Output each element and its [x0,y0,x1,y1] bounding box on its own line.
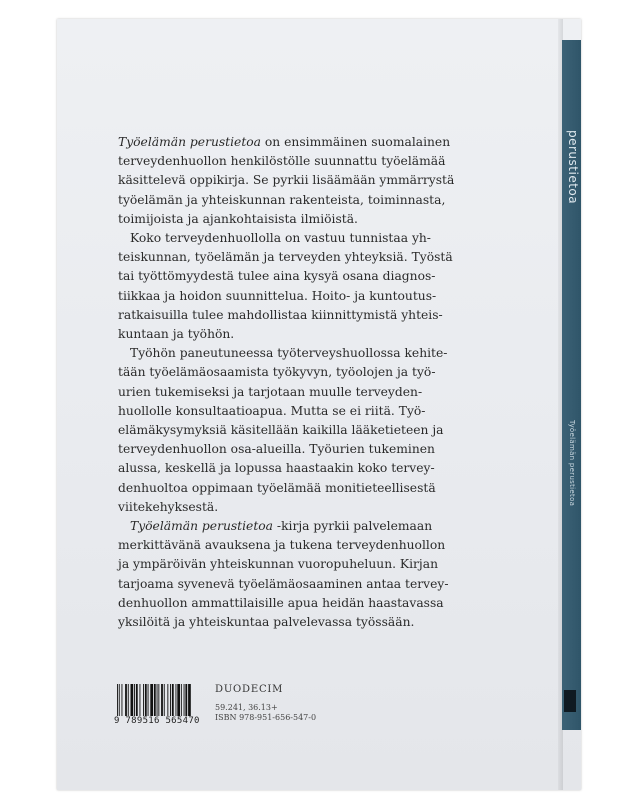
spine-subtitle: Työelämän perustietoa [568,420,576,507]
spine-title: perustietoa [566,130,580,205]
classification-code: 59.241, 36.13+ [215,703,278,712]
barcode-number: 9 789516 565470 [114,716,200,726]
publisher-name: DUODECIM [215,684,284,695]
blurb-paragraph-1: Työelämän perustietoa on ensimmäinen suomalainen terveydenhuollon henkilöstölle suunnattu työelämää käsittelevä oppikirja. Se pyrkii lisäämään ymmärrystä työelämän ja yhteiskunnan rakenteista, toiminnasta, toimijoista ja ajankohtaisista ilmiöistä. [118,135,455,226]
blurb-paragraph-3: Työhön paneutuneessa työterveyshuollossa kehite- tään työelämäosaamista työkyvyn, työolojen ja työ- urien tukemiseksi ja tarjotaan muulle terveyden- huollolle konsultaatioapua. Mutta se ei riitä. Työ- elämäkysymyksiä käsitellään kaikilla lääketieteen ja terveydenhuollon osa-alueilla. Työurien tukeminen alussa, keskellä ja lopussa haastaakin koko tervey- denhuoltoa oppimaan työelämää monitieteellisestä viitekehyksestä. [118,346,448,514]
blurb-paragraph-2: Koko terveydenhuollolla on vastuu tunnistaa yh- teiskunnan, työelämän ja terveyden yhteyksiä. Työstä tai työttömyydestä tulee aina kysyä osana diagnos- tiikkaa ja hoidon suunnittelua. Hoito- ja kuntoutus- ratkaisuilla tulee mahdollistaa kiinnittymistä yhteis- kuntaan ja työhön. [118,231,453,342]
isbn-text: ISBN 978-951-656-547-0 [215,713,317,722]
blurb-paragraph-4: Työelämän perustietoa -kirja pyrkii palvelemaan merkittävänä avauksena ja tukena terveydenhuollon ja ympäröivän yhteiskunnan vuoropuheluun. Kirjan tarjoama syvenevä työelämäosaaminen antaa tervey- denhuollon ammattilaisille apua heidän haastavassa yksilöitä ja yhteiskuntaa palvelevassa työssään. [118,519,449,630]
barcode-image [117,684,205,716]
blurb-text [118,133,518,632]
book-title-italic: Työelämän perustietoa [130,519,273,534]
spine-logo-block [564,690,576,712]
book-title-italic: Työelämän perustietoa [118,135,261,149]
